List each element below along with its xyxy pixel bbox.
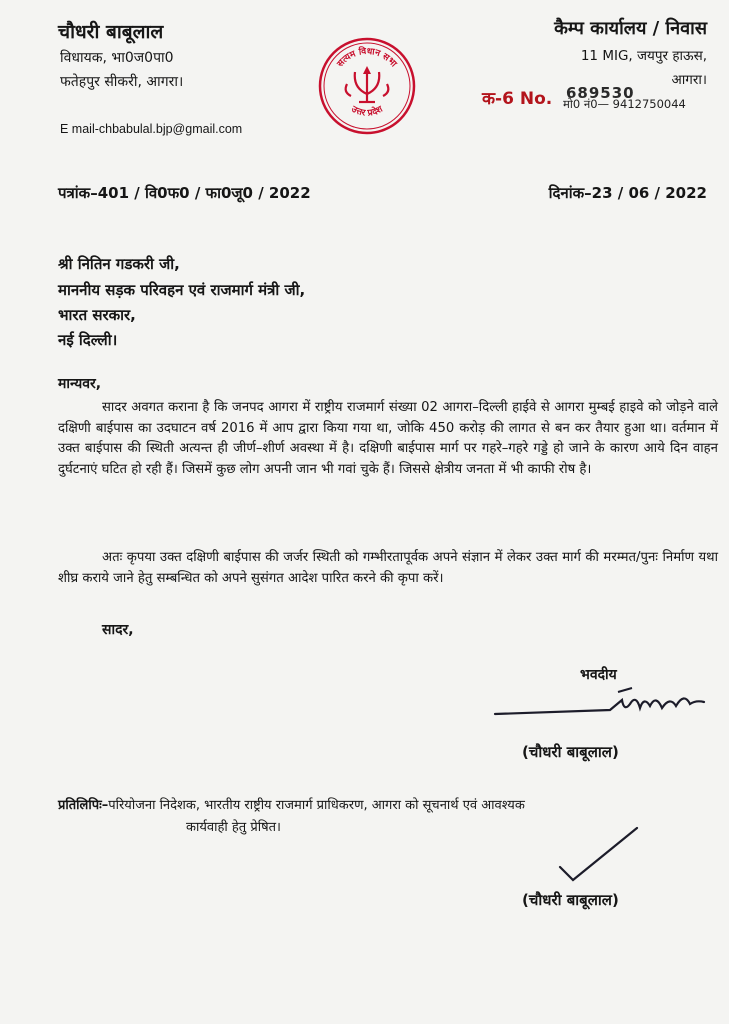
sender-designation: विधायक, भा0ज0पा0 xyxy=(60,50,174,66)
emblem-arc-top: सत्यम विधान सभा xyxy=(335,46,399,70)
svg-text:सत्यम विधान सभा xyxy=(335,45,399,70)
copy-signer-name: (चौधरी बाबूलाल) xyxy=(522,891,619,909)
serial-prefix: क-6 No. xyxy=(482,89,553,109)
office-title: कैम्प कार्यालय / निवास xyxy=(554,18,707,39)
office-address-line1: 11 MIG, जयपुर हाऊस, xyxy=(580,48,707,64)
svg-text:उत्तर प्रदेश xyxy=(349,104,386,119)
office-phone: मो0 नं0— 9412750044 xyxy=(563,97,686,111)
paragraph-2-text: अतः कृपया उक्त दक्षिणी बाईपास की जर्जर स्थिती को गम्भीरतापूर्वक अपने संज्ञान में लेकर उक्त मार्ग की मरम्मत/पुनः निर्माण यथा शीघ्र कराये जाने हेतु सम्बन्धित को अपने सुसंगत आदेश पारित करने की कृपा करें। xyxy=(58,550,718,586)
office-address-line2: आगरा। xyxy=(671,72,707,88)
serial-number: 689530 xyxy=(566,84,635,102)
sender-email: E mail-chbabulal.bjp@gmail.com xyxy=(60,122,243,136)
body-paragraph-2 xyxy=(58,548,718,589)
copy-to-line2: कार्यवाही हेतु प्रेषित। xyxy=(186,820,281,835)
initials-signature-icon xyxy=(555,822,645,892)
recipient-line: नई दिल्ली। xyxy=(58,331,118,349)
copy-to-line1: परियोजना निदेशक, भारतीय राष्ट्रीय राजमार्ग प्राधिकरण, आगरा को सूचनार्थ एवं आवश्यक xyxy=(108,798,525,813)
letter-date: दिनांक–23 / 06 / 2022 xyxy=(548,184,707,202)
signer-name: (चौधरी बाबूलाल) xyxy=(522,743,619,761)
sender-name: चौधरी बाबूलाल xyxy=(58,21,164,43)
salutation: मान्यवर, xyxy=(58,376,102,392)
recipient-line: भारत सरकार, xyxy=(58,306,136,324)
recipient-line: श्री नितिन गडकरी जी, xyxy=(58,255,180,273)
signature-scribble xyxy=(490,682,710,722)
emblem-icon xyxy=(317,36,417,136)
handwritten-signature-icon xyxy=(490,682,710,722)
valediction: भवदीय xyxy=(580,667,617,683)
copy-to-label: प्रतिलिपिः– xyxy=(58,798,109,813)
initials-scribble xyxy=(555,822,645,892)
body-paragraph-1 xyxy=(58,398,718,480)
emblem-arc-bottom: उत्तर प्रदेश xyxy=(349,104,385,119)
up-assembly-emblem xyxy=(317,36,417,136)
closing: सादर, xyxy=(102,622,134,638)
recipient-line: माननीय सड़क परिवहन एवं राजमार्ग मंत्री जी, xyxy=(58,281,306,299)
reference-number: पत्रांक–401 / वि0फ0 / फा0जू0 / 2022 xyxy=(58,184,311,202)
paragraph-1-text: सादर अवगत कराना है कि जनपद आगरा में राष्ट्रीय राजमार्ग संख्या 02 आगरा–दिल्ली हाईवे से आगरा मुम्बई हाइवे को जोड़ने वाले दक्षिणी बाईपास का उदघाटन वर्ष 2016 में आप द्वारा किया गया था, जोकि 450 करोड़ की लागत से बन कर तैयार हुआ था। वर्तमान में उक्त बाईपास की स्थिती अत्यन्त ही जीर्ण–शीर्ण अवस्था में है। दक्षिणी बाईपास मार्ग पर गहरे–गहरे गड्डे हो जाने के कारण आये दिन वाहन दुर्घटनाएं घटित हो रही हैं। जिसमें कुछ लोग अपनी जान भी गवां चुके हैं। जिससे क्षेत्रीय जनता में भी काफी रोष है। xyxy=(58,400,718,477)
sender-location: फतेहपुर सीकरी, आगरा। xyxy=(60,74,184,90)
